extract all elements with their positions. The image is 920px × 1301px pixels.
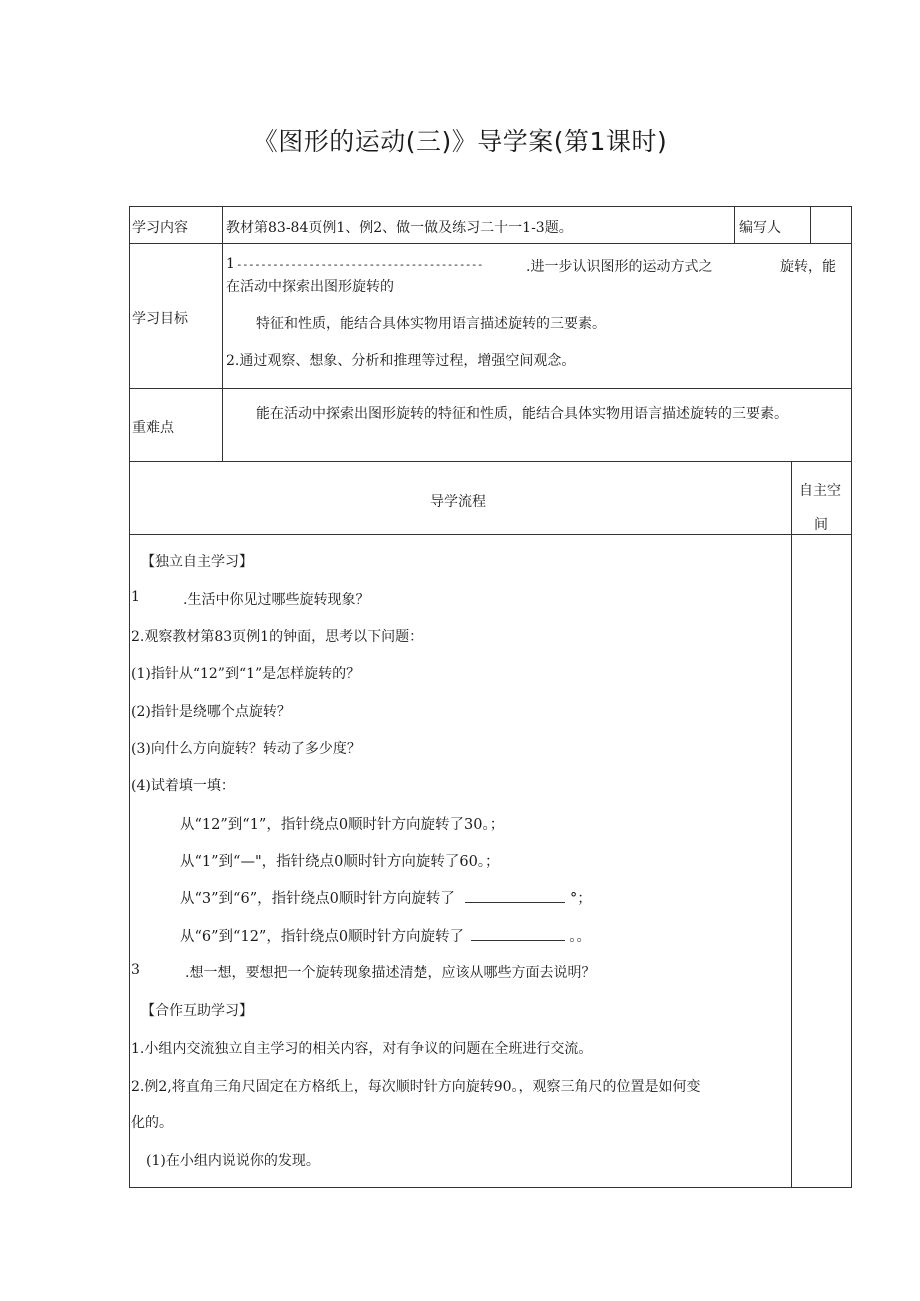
table-border-top bbox=[129, 206, 852, 207]
cooperative-2-line2: 化的。 bbox=[131, 1115, 173, 1131]
question-3-number: 3 bbox=[131, 962, 140, 978]
fill-line-2: 从“1”到“—"，指针绕点0顺时针方向旋转了60。； bbox=[180, 854, 500, 870]
key-points-text: 能在活动中探索出图形旋转的特征和性质，能结合具体实物用语言描述旋转的三要素。 bbox=[256, 406, 788, 422]
row-separator bbox=[129, 534, 852, 535]
row-separator bbox=[129, 461, 852, 462]
cooperative-2-1: (1)在小组内说说你的发现。 bbox=[146, 1153, 320, 1169]
row-separator bbox=[129, 243, 852, 244]
fill-line-3-text: 从“3”到“6”，指针绕点0顺时针方向旋转了 bbox=[180, 891, 455, 907]
page-title: 《图形的运动(三)》导学案(第1课时) bbox=[252, 127, 668, 156]
table-border-right bbox=[851, 206, 852, 1188]
table-border-left bbox=[129, 206, 130, 1188]
fill-blank-4[interactable] bbox=[471, 926, 565, 941]
key-points-label: 重难点 bbox=[132, 420, 174, 436]
fill-line-4 bbox=[180, 925, 591, 946]
label-column-divider bbox=[222, 206, 223, 462]
author-label-divider bbox=[734, 206, 735, 244]
goals-label: 学习目标 bbox=[132, 311, 188, 327]
fill-line-3-unit: °； bbox=[570, 891, 592, 907]
question-1-number: 1 bbox=[131, 589, 140, 605]
question-1: .生活中你见过哪些旋转现象？ bbox=[183, 592, 370, 608]
cooperative-2-line1: 2.例2,将直角三角尺固定在方格纸上，每次顺时针方向旋转90。，观察三角尺的位置是如何变 bbox=[131, 1079, 701, 1095]
fill-line-1: 从“12”到“1”，指针绕点0顺时针方向旋转了30。； bbox=[180, 817, 505, 833]
goal-2: 2.通过观察、想象、分析和推理等过程，增强空间观念。 bbox=[226, 353, 576, 369]
fill-line-4-unit: 。。 bbox=[569, 929, 592, 945]
fill-blank-3[interactable] bbox=[465, 888, 565, 903]
cooperative-1: 1.小组内交流独立自主学习的相关内容，对有争议的问题在全班进行交流。 bbox=[131, 1041, 593, 1057]
goal-1-line3: 特征和性质，能结合具体实物用语言描述旋转的三要素。 bbox=[256, 316, 606, 332]
fill-line-4-text: 从“6”到“12”，指针绕点0顺时针方向旋转了 bbox=[180, 929, 465, 945]
question-2-1: (1)指针从“12”到“1”是怎样旋转的？ bbox=[131, 666, 361, 682]
author-value-divider bbox=[810, 206, 811, 244]
goal-1-number: 1 bbox=[226, 256, 235, 272]
section-cooperative-study: 【合作互助学习】 bbox=[141, 1003, 253, 1019]
goal-1-right-text: 旋转，能 bbox=[780, 259, 836, 275]
goal-1-dashes: ----------------------------------------- bbox=[236, 258, 483, 271]
goal-1-text: .进一步认识图形的运动方式之 bbox=[526, 259, 713, 275]
question-2: 2.观察教材第83页例1的钟面，思考以下问题： bbox=[131, 629, 424, 645]
table-border-bottom bbox=[129, 1187, 852, 1188]
side-column-divider bbox=[791, 461, 792, 1188]
section-independent-study: 【独立自主学习】 bbox=[141, 554, 253, 570]
question-2-4: (4)试着填一填： bbox=[131, 778, 235, 794]
author-label: 编写人 bbox=[739, 220, 781, 236]
study-content-label: 学习内容 bbox=[132, 220, 188, 236]
question-2-2: (2)指针是绕哪个点旋转？ bbox=[131, 704, 291, 720]
side-space-label-line1: 自主空 bbox=[799, 483, 841, 499]
study-content-text: 教材第83-84页例1、例2、做一做及练习二十一1-3题。 bbox=[226, 220, 573, 236]
side-space-label-line2: 间 bbox=[814, 517, 828, 533]
row-separator bbox=[129, 388, 852, 389]
question-2-3: (3)向什么方向旋转？转动了多少度？ bbox=[131, 741, 361, 757]
goal-1-line2: 在活动中探索出图形旋转的 bbox=[226, 279, 394, 295]
question-3: .想一想，要想把一个旋转现象描述清楚，应该从哪些方面去说明？ bbox=[185, 965, 596, 981]
flow-header-label: 导学流程 bbox=[430, 494, 486, 510]
fill-line-3 bbox=[180, 887, 592, 908]
